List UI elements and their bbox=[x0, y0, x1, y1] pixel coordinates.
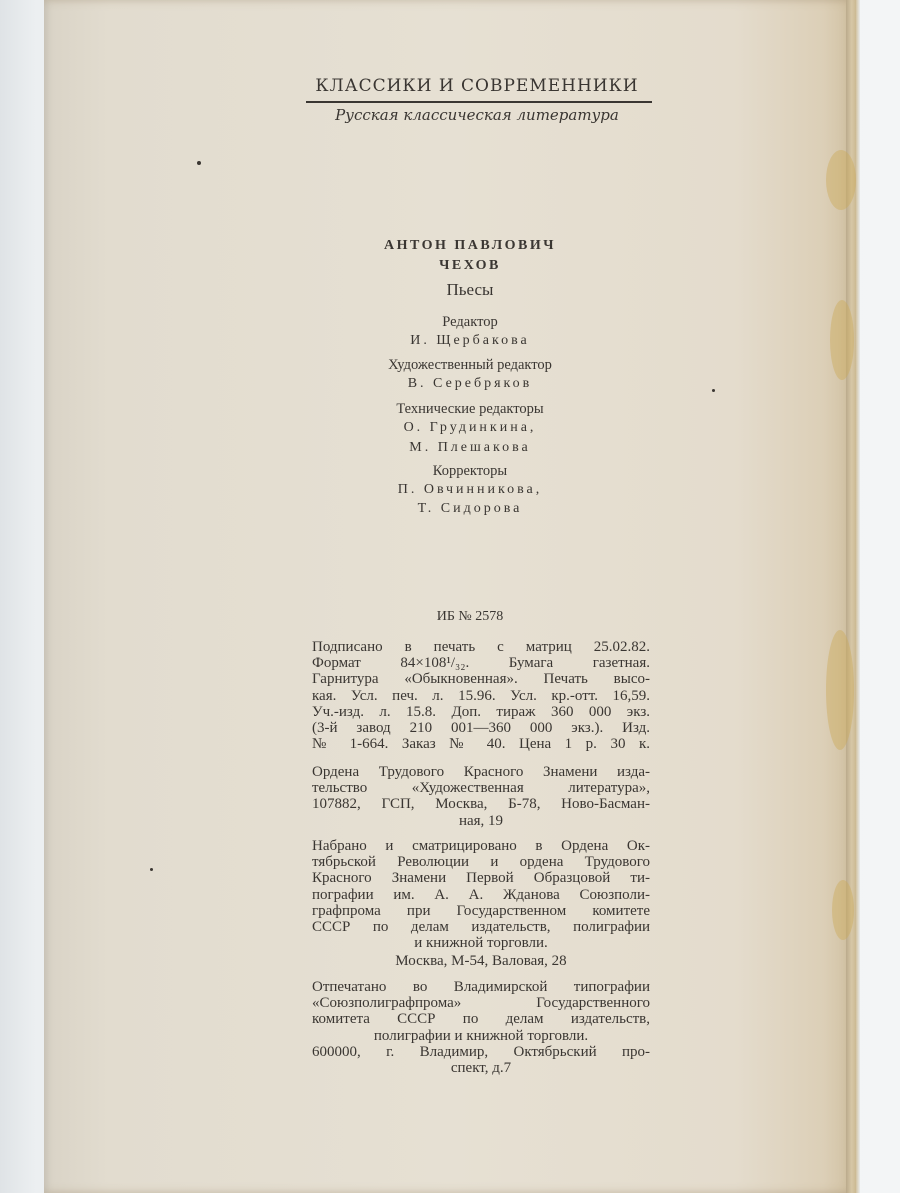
typesetting-info bbox=[312, 838, 650, 970]
series-title: КЛАССИКИ И СОВРЕМЕННИКИ bbox=[315, 76, 639, 96]
printing-line: № 1-664. Заказ № 40. Цена 1 р. 30 к. bbox=[312, 736, 650, 753]
credit-name-tech-editor-1: О. Грудинкина, bbox=[403, 420, 537, 435]
typeset-line: и книжной торговли. bbox=[414, 935, 548, 952]
printing-line: Уч.-изд. л. 15.8. Доп. тираж 360 000 экз. bbox=[312, 703, 650, 720]
printer-line: Отпечатано во Владимирской типографии bbox=[312, 979, 650, 995]
printing-line: Подписано в печать с матриц 25.02.82. bbox=[312, 639, 650, 655]
ink-speck bbox=[712, 389, 715, 392]
printing-details bbox=[312, 639, 650, 752]
printer-line: 600000, г. Владимир, Октябрьский про- bbox=[312, 1043, 650, 1060]
printing-line: Формат 84×108¹/₃₂. Бумага газетная. bbox=[312, 655, 650, 672]
printer-info bbox=[312, 979, 650, 1076]
printer-line: спект, д.7 bbox=[450, 1060, 512, 1077]
paper-stain bbox=[826, 630, 854, 750]
series-rule bbox=[306, 101, 652, 103]
printing-line: (3-й завод 210 001—360 000 экз.). Изд. bbox=[312, 720, 650, 737]
typeset-line: Красного Знамени Первой Образцовой ти- bbox=[312, 870, 650, 887]
author-surname: ЧЕХОВ bbox=[439, 258, 501, 273]
credit-name-art-editor: В. Серебряков bbox=[407, 376, 533, 391]
ink-speck bbox=[197, 161, 201, 165]
ib-number: ИБ № 2578 bbox=[436, 609, 504, 624]
credit-name-editor: И. Щербакова bbox=[410, 333, 530, 348]
credit-name-tech-editor-2: М. Плешакова bbox=[409, 440, 531, 455]
series-subtitle: Русская классическая литература bbox=[335, 106, 619, 124]
publisher-line: 107882, ГСП, Москва, Б-78, Ново-Басман- bbox=[312, 796, 650, 813]
paper-stain bbox=[832, 880, 854, 940]
publisher-line: тельство «Художественная литература», bbox=[312, 780, 650, 797]
printer-line: комитета СССР по делам издательств, bbox=[312, 1011, 650, 1028]
paper-stain bbox=[830, 300, 854, 380]
printer-line: полиграфии и книжной торговли. bbox=[373, 1027, 589, 1044]
credit-label-proofreaders: Корректоры bbox=[432, 463, 508, 479]
publisher-address bbox=[312, 764, 650, 829]
ink-speck bbox=[150, 868, 153, 871]
author-first-names: АНТОН ПАВЛОВИЧ bbox=[383, 238, 557, 253]
typeset-line: графпрома при Государственном комитете bbox=[312, 902, 650, 919]
credit-label-art-editor: Художественный редактор bbox=[388, 357, 552, 373]
credit-name-proofreader-2: Т. Сидорова bbox=[417, 501, 523, 516]
credit-label-tech-editors: Технические редакторы bbox=[396, 401, 544, 417]
paper-stain bbox=[826, 150, 856, 210]
publisher-line: ная, 19 bbox=[458, 812, 504, 829]
credit-name-proofreader-1: П. Овчинникова, bbox=[397, 482, 543, 497]
typeset-line: пографии им. А. А. Жданова Союзполи- bbox=[312, 886, 650, 903]
printing-line: кая. Усл. печ. л. 15.96. Усл. кр.-отт. 16,59. bbox=[312, 687, 650, 704]
credit-label-editor: Редактор bbox=[442, 314, 498, 330]
typeset-line: СССР по делам издательств, полиграфии bbox=[312, 919, 650, 936]
printer-line: «Союзполиграфпрома» Государственного bbox=[312, 995, 650, 1012]
publisher-line: Ордена Трудового Красного Знамени изда- bbox=[312, 764, 650, 780]
typeset-line: тябрьской Революции и ордена Трудового bbox=[312, 854, 650, 871]
typeset-line: Набрано и сматрицировано в Ордена Ок- bbox=[312, 838, 650, 854]
printing-line: Гарнитура «Обыкновенная». Печать высо- bbox=[312, 671, 650, 688]
book-title: Пьесы bbox=[446, 280, 494, 299]
typeset-address: Москва, М-54, Валовая, 28 bbox=[395, 953, 567, 970]
